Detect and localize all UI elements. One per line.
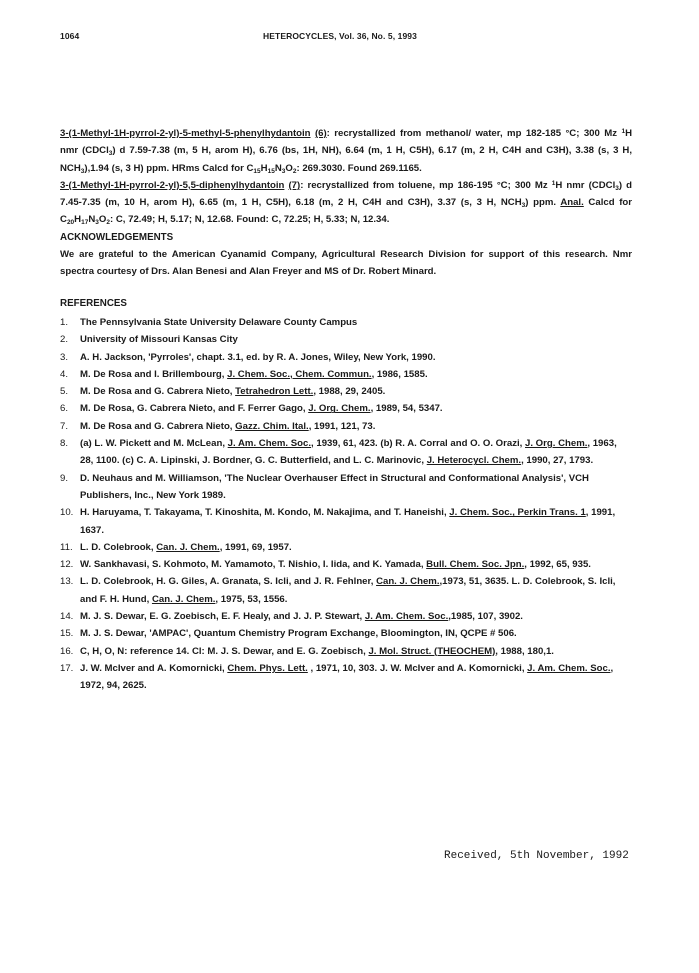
subscript: 15 xyxy=(253,167,261,175)
reference-text: D. Neuhaus and M. Williamson, 'The Nuclear Overhauser Effect in Structural and Conformational Analysis', VCH Publishers, Inc., New York 1989. xyxy=(80,472,589,501)
subscript: 3 xyxy=(615,184,619,192)
compound-7-name: 3-(1-Methyl-1H-pyrrol-2-yl)-5,5-diphenylhydantoin xyxy=(60,179,285,191)
reference-item xyxy=(60,383,632,400)
reference-item xyxy=(60,366,632,383)
subscript: 3 xyxy=(281,167,286,175)
reference-text: , 1991, 121, 73. xyxy=(308,420,376,432)
references-heading: REFERENCES xyxy=(60,297,127,309)
reference-text: ,1973, 51, 3635. L. D. Colebrook, S. Icli, and F. H. Hund, xyxy=(80,576,616,605)
reference-number: 2. xyxy=(60,334,69,346)
journal-name: J. Org. Chem. xyxy=(525,438,588,450)
compound-7-text: O xyxy=(98,214,107,226)
journal-name: J. Am. Chem. Soc. xyxy=(527,662,611,674)
reference-text: , 1975, 53, 1556. xyxy=(215,593,288,605)
compound-7-text: : C, 72.49; H, 5.17; N, 12.68. Found: C, 72.25; H, 5.33; N, 12.34. xyxy=(110,214,390,226)
subscript: 2 xyxy=(106,219,110,227)
reference-text: M. De Rosa and G. Cabrera Nieto, xyxy=(80,420,236,432)
compound-6-text: : recrystallized from methanol/ water, mp 182-185 °C; 300 Mz xyxy=(326,128,622,139)
subscript: 17 xyxy=(81,219,89,227)
reference-number: 3. xyxy=(60,351,69,363)
reference-item xyxy=(60,539,632,556)
reference-number: 9. xyxy=(60,472,69,484)
journal-name: J. Org. Chem. xyxy=(308,403,371,415)
reference-text: L. D. Colebrook, xyxy=(80,541,157,553)
journal-name: J. Am. Chem. Soc. xyxy=(364,611,449,623)
compound-6-text: : 269.3030. Found 269.1165. xyxy=(296,162,422,174)
reference-text: L. D. Colebrook, H. G. Giles, A. Granata, S. Icli, and J. R. Fehlner, xyxy=(80,576,377,588)
compound-7-text: H xyxy=(74,214,82,226)
reference-text: , 1991, 69, 1957. xyxy=(219,541,292,553)
subscript: 15 xyxy=(267,167,275,175)
journal-name: J. Heterocycl. Chem. xyxy=(426,455,522,467)
reference-item xyxy=(60,349,632,366)
compound-7-text: Calcd for C xyxy=(60,197,632,226)
compound-6-text: ) d 7.59-7.38 (m, 5 H, arom H), 6.76 (bs, 1H, NH), 6.64 (m, 1 H, C5H), 6.17 (m, 2 H, C4H and C3H), 3.38 (s, 3 H, NCH xyxy=(60,145,632,174)
reference-number: 12. xyxy=(60,559,74,571)
acknowledgements-text: We are grateful to the American Cyanamid Company, Agricultural Research Division for support of this research. Nmr spectra courtesy of Drs. Alan Benesi and Alan Freyer and MS of Dr. Robert Minard. xyxy=(60,249,632,278)
page-number: 1064 xyxy=(60,31,80,41)
reference-number: 10. xyxy=(60,507,74,519)
reference-text: W. Sankhavasi, S. Kohmoto, M. Yamamoto, T. Nishio, I. Iida, and K. Yamada, xyxy=(80,559,427,571)
reference-number: 4. xyxy=(60,368,69,380)
compound-6-text: ),1.94 (s, 3 H) ppm. HRms Calcd for C xyxy=(84,162,254,174)
compound-6-number: (6) xyxy=(314,128,327,139)
reference-item xyxy=(60,435,632,470)
reference-text: (a) L. W. Pickett and M. McLean, xyxy=(80,438,228,450)
journal-name: Can. J. Chem. xyxy=(156,541,220,553)
reference-text: , 1988, 29, 2405. xyxy=(313,386,386,398)
spacer xyxy=(60,281,632,295)
reference-item xyxy=(60,400,632,417)
reference-text: M. De Rosa, G. Cabrera Nieto, and F. Ferrer Gago, xyxy=(80,403,309,415)
compound-7-paragraph xyxy=(60,177,632,229)
reference-list xyxy=(60,314,632,695)
reference-text: M. De Rosa and I. Brillembourg, xyxy=(80,368,228,380)
reference-number: 1. xyxy=(60,316,69,328)
reference-text: M. De Rosa and G. Cabrera Nieto, xyxy=(80,386,236,398)
journal-name: J. Chem. Soc., Chem. Commun. xyxy=(227,368,372,380)
reference-number: 17. xyxy=(60,662,74,674)
compound-6-name: 3-(1-Methyl-1H-pyrrol-2-yl)-5-methyl-5-phenylhydantoin xyxy=(60,128,311,139)
reference-number: 8. xyxy=(60,438,69,450)
compound-7-text: : recrystallized from toluene, mp 186-195 °C; 300 Mz xyxy=(300,179,552,191)
reference-number: 11. xyxy=(60,541,73,553)
subscript: 2 xyxy=(292,167,297,175)
reference-text: , 1991, 1637. xyxy=(80,507,616,536)
compound-7-number: (7) xyxy=(288,179,301,191)
reference-text: , 1986, 1585. xyxy=(371,368,428,380)
reference-text: M. J. S. Dewar, E. G. Zoebisch, E. F. Healy, and J. J. P. Stewart, xyxy=(80,611,365,623)
reference-text: , 1989, 54, 5347. xyxy=(370,403,443,415)
journal-citation: HETEROCYCLES, Vol. 36, No. 5, 1993 xyxy=(263,31,417,41)
anal-label: Anal. xyxy=(560,197,584,209)
journal-name: Tetrahedron Lett. xyxy=(235,386,314,398)
reference-item xyxy=(60,418,632,435)
superscript: 1 xyxy=(621,128,626,135)
journal-name: Can. J. Chem. xyxy=(376,576,440,588)
reference-item xyxy=(60,504,632,539)
subscript: 3 xyxy=(95,219,99,227)
reference-text: , 1990, 27, 1793. xyxy=(521,455,594,467)
article-body xyxy=(60,125,632,695)
subscript: 3 xyxy=(521,202,526,210)
journal-name: Chem. Phys. Lett. xyxy=(227,662,308,674)
reference-text: , 1988, 180,1. xyxy=(495,645,554,657)
journal-name: Can. J. Chem. xyxy=(151,593,216,605)
reference-text: , 1963, 28, 1100. (c) C. A. Lipinski, J. Bordner, G. C. Butterfield, and L. C. Marinovic, xyxy=(80,438,617,467)
reference-number: 16. xyxy=(60,645,74,657)
reference-text: , 1939, 61, 423. (b) R. A. Corral and O. O. Orazi, xyxy=(311,438,526,450)
compound-7-text: H nmr (CDCl xyxy=(555,179,616,191)
subscript: 3 xyxy=(108,150,113,158)
reference-text: M. J. S. Dewar, 'AMPAC', Quantum Chemistry Program Exchange, Bloomington, IN, QCPE # 506. xyxy=(80,628,517,640)
reference-number: 15. xyxy=(60,628,74,640)
journal-name: J. Am. Chem. Soc. xyxy=(227,438,312,450)
reference-text: ,1985, 107, 3902. xyxy=(448,611,523,623)
journal-name: Bull. Chem. Soc. Jpn. xyxy=(426,559,525,571)
reference-text: H. Haruyama, T. Takayama, T. Kinoshita, M. Kondo, M. Nakajima, and T. Haneishi, xyxy=(80,507,450,519)
compound-7-text: N xyxy=(88,214,96,226)
reference-number: 14. xyxy=(60,611,74,623)
reference-item xyxy=(60,643,632,660)
reference-text: C, H, O, N: reference 14. Cl: M. J. S. Dewar, and E. G. Zoebisch, xyxy=(80,645,369,657)
reference-text: , 1971, 10, 303. J. W. McIver and A. Komornicki, xyxy=(307,662,528,674)
subscript: 3 xyxy=(80,167,85,175)
reference-item xyxy=(60,331,632,348)
journal-name: J. Chem. Soc., Perkin Trans. 1 xyxy=(449,507,586,519)
reference-item xyxy=(60,573,632,608)
journal-name: J. Mol. Struct. (THEOCHEM) xyxy=(368,645,496,657)
reference-number: 7. xyxy=(60,420,69,432)
journal-name: Gazz. Chim. Ital. xyxy=(235,420,309,432)
reference-text: University of Missouri Kansas City xyxy=(80,334,238,346)
reference-number: 6. xyxy=(60,403,69,415)
reference-text: The Pennsylvania State University Delaware County Campus xyxy=(80,316,358,328)
reference-item xyxy=(60,556,632,573)
compound-6-paragraph xyxy=(60,125,632,177)
subscript: 20 xyxy=(66,219,75,227)
compound-6-text: H nmr (CDCl xyxy=(60,128,632,157)
compound-6-text: N xyxy=(274,162,282,174)
running-header xyxy=(60,31,620,45)
reference-number: 5. xyxy=(60,386,69,398)
reference-text: J. W. McIver and A. Komornicki, xyxy=(80,662,228,674)
reference-text: , 1992, 65, 935. xyxy=(524,559,591,571)
reference-text: , 1972, 94, 2625. xyxy=(80,662,614,692)
reference-item xyxy=(60,314,632,331)
compound-7-text: ) d 7.45-7.35 (m, 10 H, arom H), 6.65 (m, 1 H, C5H), 6.18 (m, 2 H, C4H and C3H), 3.37 (s, 3 H, NCH xyxy=(60,179,633,209)
superscript: 1 xyxy=(551,179,556,187)
received-date: Received, 5th November, 1992 xyxy=(444,850,629,862)
reference-item xyxy=(60,608,632,625)
acknowledgements-heading: ACKNOWLEDGEMENTS xyxy=(60,231,174,243)
compound-6-text: O xyxy=(285,162,293,174)
reference-text: A. H. Jackson, 'Pyrroles', chapt. 3.1, ed. by R. A. Jones, Wiley, New York, 1990. xyxy=(80,351,436,363)
reference-item xyxy=(60,660,632,695)
reference-item xyxy=(60,470,632,505)
compound-6-text: H xyxy=(260,162,268,174)
reference-item xyxy=(60,625,632,642)
compound-7-text: ) ppm. xyxy=(525,197,561,209)
reference-number: 13. xyxy=(60,576,74,588)
